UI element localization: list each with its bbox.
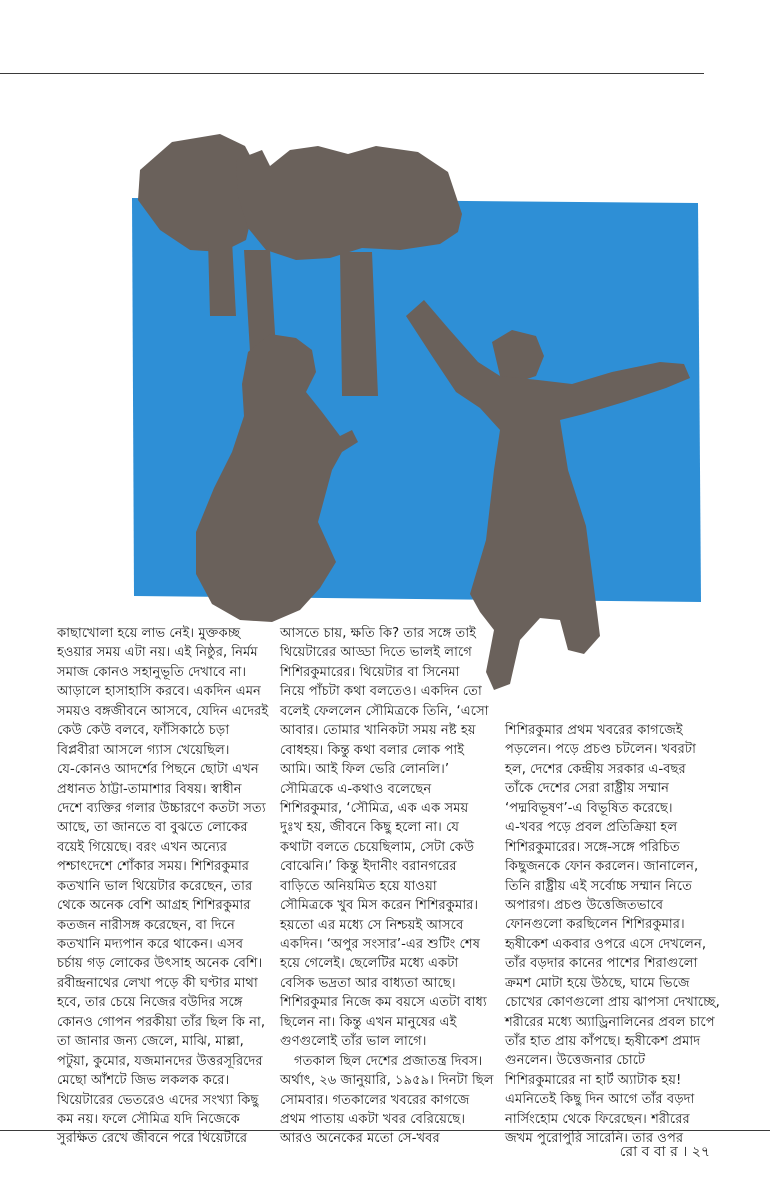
text-line: শিশিরকুমার প্রথম খবরের কাগজেই [505,723,683,738]
text-line: গুণগুলোই তাঁর ভাল লাগে। [280,1034,427,1050]
standing-figure-head [492,330,544,382]
text-line: শিশিরকুমার নিজে কম বয়সে এতটা বাধ্য [280,995,487,1011]
tree-trunk-right [340,252,378,396]
text-line: পশ্চাৎদেশে শোঁকার সময়। শিশিরকুমার [57,859,250,875]
text-line: আমি। আই ফিল ভেরি লোনলি।’ [280,762,450,778]
text-line: হৃষীকেশ একবার ওপরে এসে দেখলেন, [505,936,707,952]
text-line: প্রথম পাতায় একটা খবর বেরিয়েছে। [280,1111,466,1127]
article-column-2 [280,624,494,1149]
text-line: ‘পদ্মবিভূষণ’-এ বিভূষিত করেছে। [505,800,673,816]
text-line: আসতে চায়, ক্ষতি কি? তার সঙ্গে তাই [280,626,476,641]
text-line: কোনও গোপন পরকীয়া তাঁর ছিল কি না, [57,1014,266,1030]
text-line: ছিলেন না। কিন্তু এখন মানুষের এই [280,1014,457,1030]
text-line: শিশিরকুমার, ‘সৌমিত্র, এক এক সময় [280,800,469,816]
text-line: তিনি রাষ্ট্রীয় এই সর্বোচ্চ সম্মান নিতে [505,878,692,894]
text-line: বোধহয়। কিন্তু কথা বলার লোক পাই [280,742,465,758]
text-line: দেশে ব্যক্তির গলার উচ্চারণে কতটা সত্য [57,800,266,816]
text-line: যে-কোনও আদর্শের পিছনে ছোটা এখন [57,762,259,778]
text-line: বয়েই গিয়েছে। বরং এখন অন্যের [57,839,228,855]
text-line: কথাটা বলতে চেয়েছিলাম, সেটা কেউ [280,839,475,855]
text-line: ফোনগুলো করছিলেন শিশিরকুমার। [505,917,685,933]
text-line: বোঝেনি।’ কিন্তু ইদানীং বরানগরের [280,859,457,875]
text-line: হওয়ার সময় এটা নয়। এই নিষ্ঠুর, নির্মম [57,645,258,661]
text-line: কতখানি ভাল থিয়েটার করেছেন, তার [57,878,253,894]
text-line: বেসিক ভদ্রতা আর বাধ্যতা আছে। [280,975,456,991]
text-line: কিছুজনকে ফোন করলেন। জানালেন, [505,859,699,875]
article-column-1 [57,624,268,1149]
text-line: তাঁর বড়দার কানের পাশের শিরাগুলো [505,956,698,972]
text-line: নিয়ে পাঁচটা কথা বলতেও। একদিন তো [280,684,482,700]
tree-trunk-left [208,240,236,316]
text-line: থেকে অনেক বেশি আগ্রহ শিশিরকুমার [57,898,251,914]
text-line: বাড়িতে অনিয়মিত হয়ে যাওয়া [280,878,437,894]
text-line: এ-খবর পড়ে প্রবল প্রতিক্রিয়া হল [505,820,678,836]
text-line: তা জানার জন্য জেলে, মাঝি, মাল্লা, [57,1034,244,1050]
text-line: কেউ কেউ বলবে, ফাঁসিকাঠে চড়া [57,723,230,739]
text-line: গতকাল ছিল দেশের প্রজাতন্ত্র দিবস। [294,1053,483,1069]
text-line: এমনিতেই কিছু দিন আগে তাঁর বড়দা [505,1092,695,1108]
text-line: হয়ে গেলেই। ছেলেটির মধ্যে একটা [280,956,459,972]
text-line: অর্থাৎ, ২৬ জানুয়ারি, ১৯৫৯। দিনটা ছিল [280,1073,494,1089]
text-line: মেছো আঁশটে জিভ লকলক করে। [57,1073,230,1089]
text-line: আড়ালে হাসাহাসি করবে। একদিন এমন [57,684,261,700]
text-line: রবীন্দ্রনাথের লেখা পড়ে কী ঘণ্টার মাথা [57,975,258,991]
text-line: থিয়েটারের ভেতরেও এদের সংখ্যা কিছু [57,1092,259,1108]
text-line: গুনলেন। উত্তেজনার চোটে [505,1053,646,1069]
text-line: সৌমিত্রকে এ-কথাও বলেছেন [280,781,432,797]
text-line: অপারগ। প্রচণ্ড উত্তেজিতভাবে [505,897,664,913]
text-line: একদিন। ‘অপুর সংসার’-এর শুটিং শেষ [280,937,480,952]
text-line: নার্সিংহোম থেকে ফিরেছেন। শরীরের [505,1111,690,1127]
text-line: কতজন নারীসঙ্গ করেছেন, বা দিনে [57,917,235,933]
text-line: চোখের কোণগুলো প্রায় ঝাপসা দেখাচ্ছে, [505,995,720,1011]
text-line: দুঃখ হয়, জীবনে কিছু হলো না। যে [280,820,459,836]
text-line: সুরক্ষিত রেখে জীবনে পরে থিয়েটারে [57,1131,248,1147]
text-line: তাঁকে দেশের সেরা রাষ্ট্রীয় সম্মান [505,781,670,797]
text-line: বিপ্লবীরা আসলে গ্যাস খেয়েছিল। [57,742,230,758]
text-line: শিশিরকুমারের। থিয়েটার বা সিনেমা [280,664,460,680]
text-line: ক্রমশ মোটা হয়ে উঠছে, ঘামে ভিজে [505,975,690,991]
text-line: প্রধানত ঠাট্টা-তামাশার বিষয়। স্বাধীন [57,781,242,797]
text-line: হয়তো এর মধ্যে সে নিশ্চয়ই আসবে [280,917,464,933]
article-column-3 [505,721,720,1149]
text-line: পটুয়া, কুমোর, যজমানদের উত্তরসূরিদের [57,1053,263,1069]
text-line: সৌমিত্রকে খুব মিস করেন শিশিরকুমার। [280,898,479,914]
tree-canopy-right [236,146,462,260]
text-line: থিয়েটারের আড্ডা দিতে ভালই লাগে [280,645,472,661]
text-line: তাঁর হাত প্রায় কাঁপছে। হৃষীকেশ প্রমাদ [505,1034,701,1049]
page-footer: রো ব বা র । ২৭ [619,1144,710,1160]
text-line: আবার। তোমার খানিকটা সময় নষ্ট হয় [280,723,476,739]
bottom-rule [0,1130,770,1131]
text-line: চর্চায় গড় লোকের উৎসাহ অনেক বেশি। [57,956,263,972]
text-line: কম নয়। ফলে সৌমিত্র যদি নিজেকে [57,1111,240,1127]
text-line: সময়ও বঙ্গজীবনে আসবে, যেদিন এদেরই [57,703,269,719]
text-line: হল, দেশের কেন্দ্রীয় সরকার এ-বছর [505,761,686,777]
text-line: হবে, তার চেয়ে নিজের বউদির সঙ্গে [57,995,243,1011]
text-line: আরও অনেকের মতো সে-খবর [280,1131,440,1147]
text-line: আছে, তা জানতে বা বুঝতে লোকের [57,820,248,836]
text-line: কতখানি মদ্যপান করে থাকেন। এসব [57,937,244,952]
text-line: জখম পুরোপুরি সারেনি। তার ওপর [505,1131,684,1147]
text-line: সমাজ কোনও সহানুভূতি দেখাবে না। [57,664,247,680]
text-line: শিশিরকুমারের। সঙ্গে-সঙ্গে পরিচিত [505,839,680,855]
text-line: সোমবার। গতকালের খবরের কাগজে [280,1092,470,1108]
text-line: কাছাখোলা হয়ে লাভ নেই। মুক্তকচ্ছ [57,626,241,641]
text-line: শিশিরকুমারের না হার্ট অ্যাটাক হয়! [505,1072,682,1088]
text-line: পড়লেন। পড়ে প্রচণ্ড চটলেন। খবরটা [505,742,696,758]
text-line: শরীরের মধ্যে অ্যাড্রিনালিনের প্রবল চাপে [505,1014,715,1030]
text-line: বলেই ফেললেন সৌমিত্রকে তিনি, ‘এসো [280,703,489,719]
